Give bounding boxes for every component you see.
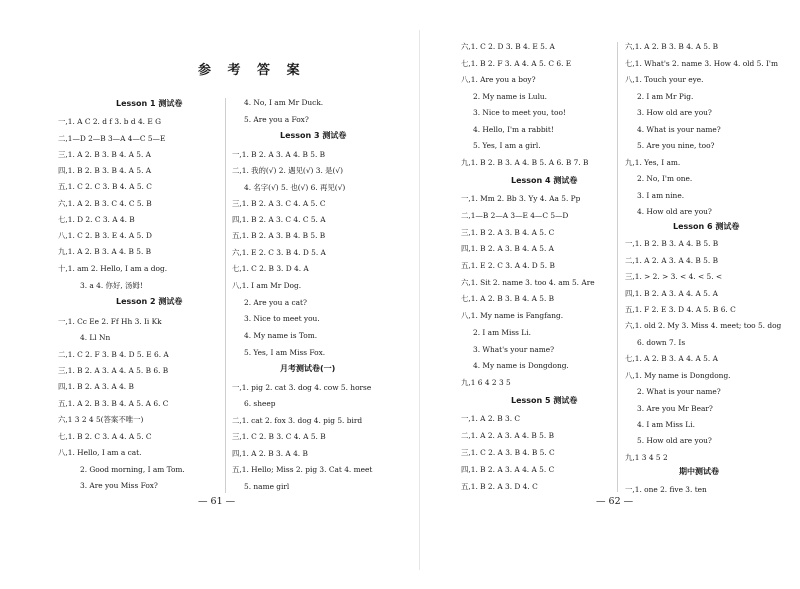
section-heading-midterm-test: 期中测试卷	[679, 467, 719, 476]
column-divider	[225, 98, 226, 493]
answer-line: 二,1. cat 2. fox 3. dog 4. pig 5. bird	[232, 416, 363, 425]
page-number-right: — 62 —	[596, 496, 634, 507]
answer-line: 六,1. A 2. B 3. C 4. C 5. B	[58, 199, 152, 208]
answer-line: 一,1. Mm 2. Bb 3. Yy 4. Aa 5. Pp	[461, 194, 581, 203]
answer-line: 二,1. 我的(√) 2. 遇见(√) 3. 是(√)	[232, 166, 344, 175]
answer-line: 4. 名字(√) 5. 也(√) 6. 再见(√)	[244, 183, 346, 192]
answer-line: 一,1. A 2. B 3. C	[461, 414, 521, 423]
answer-line: 七,1. C 2. B 3. D 4. A	[232, 264, 309, 273]
answer-line: 3. Nice to meet you, too!	[473, 108, 566, 117]
section-heading-lesson-4: Lesson 4 测试卷	[511, 176, 578, 185]
answer-line: 二,1—D 2—B 3—A 4—C 5—E	[58, 134, 166, 143]
answer-line: 四,1. B 2. B 3. B 4. A 5. A	[58, 166, 152, 175]
answer-line: 4. Hello, I'm a rabbit!	[473, 125, 554, 134]
answer-line: 一,1. one 2. five 3. ten	[625, 485, 707, 494]
answer-line: 七,1. A 2. B 3. A 4. A 5. A	[625, 354, 718, 363]
answer-line: 六,1 3 2 4 5(答案不唯一)	[58, 415, 144, 424]
answer-line: 一,1. B 2. B 3. A 4. B 5. B	[625, 239, 719, 248]
answer-line: 三,1. B 2. A 3. C 4. A 5. C	[232, 199, 326, 208]
answer-line: 三,1. C 2. A 3. B 4. B 5. C	[461, 448, 555, 457]
answer-line: 四,1. B 2. A 3. B 4. A 5. A	[461, 244, 555, 253]
answer-line: 三,1. B 2. A 3. B 4. A 5. C	[461, 228, 555, 237]
answer-line: 七,1. B 2. C 3. A 4. A 5. C	[58, 432, 152, 441]
answer-line: 九,1 6 4 2 3 5	[461, 378, 511, 387]
answer-line: 四,1. B 2. A 3. A 4. A 5. A	[625, 289, 718, 298]
answer-line: 九,1. Yes, I am.	[625, 158, 681, 167]
answer-line: 4. I am Miss Li.	[637, 420, 695, 429]
answer-line: 八,1. Are you a boy?	[461, 75, 536, 84]
answer-line: 4. My name is Dongdong.	[473, 361, 569, 370]
answer-line: 六,1. Sit 2. name 3. too 4. am 5. Are	[461, 278, 595, 287]
answer-line: 五,1. B 2. A 3. D 4. C	[461, 482, 538, 491]
answer-line: 2. Are you a cat?	[244, 298, 307, 307]
section-heading-lesson-5: Lesson 5 测试卷	[511, 396, 578, 405]
answer-line: 二,1. A 2. A 3. A 4. B 5. B	[625, 256, 719, 265]
answer-line: 2. My name is Lulu.	[473, 92, 548, 101]
answer-line: 四,1. B 2. A 3. C 4. C 5. A	[232, 215, 326, 224]
answer-line: 七,1. What's 2. name 3. How 4. old 5. I'm	[625, 59, 778, 68]
answer-line: 3. Nice to meet you.	[244, 314, 320, 323]
answer-line: 5. Yes, I am a girl.	[473, 141, 541, 150]
answer-line: 三,1. > 2. > 3. < 4. < 5. <	[625, 272, 723, 281]
answer-line: 5. How old are you?	[637, 436, 712, 445]
answer-line: 十,1. am 2. Hello, I am a dog.	[58, 264, 168, 273]
answer-line: 4. My name is Tom.	[244, 331, 318, 340]
answer-line: 二,1—B 2—A 3—E 4—C 5—D	[461, 211, 569, 220]
answer-line: 四,1. A 2. B 3. A 4. B	[232, 449, 308, 458]
answer-line: 六,1. E 2. C 3. B 4. D 5. A	[232, 248, 326, 257]
answer-line: 6. down 7. Is	[637, 338, 686, 347]
answer-line: 2. What is your name?	[637, 387, 721, 396]
answer-line: 五,1. A 2. B 3. B 4. A 5. A 6. C	[58, 399, 169, 408]
answer-line: 4. How old are you?	[637, 207, 712, 216]
answer-line: 5. name girl	[244, 482, 290, 491]
answer-line: 一,1. A C 2. d f 3. b d 4. E G	[58, 117, 162, 126]
column-divider	[617, 42, 618, 492]
answer-line: 八,1. C 2. B 3. E 4. A 5. D	[58, 231, 152, 240]
section-heading-monthly-test-1: 月考测试卷(一)	[280, 364, 336, 373]
answer-line: 2. I am Miss Li.	[473, 328, 531, 337]
answer-line: 四,1. B 2. A 3. A 4. B	[58, 382, 134, 391]
answer-line: 三,1. C 2. B 3. C 4. A 5. B	[232, 432, 326, 441]
answer-line: 3. What's your name?	[473, 345, 555, 354]
answer-line: 三,1. B 2. A 3. A 4. A 5. B 6. B	[58, 366, 169, 375]
page-title: 参 考 答 案	[198, 63, 306, 78]
answer-line: 五,1. E 2. C 3. A 4. D 5. B	[461, 261, 555, 270]
answer-line: 4. What is your name?	[637, 125, 721, 134]
section-heading-lesson-1: Lesson 1 测试卷	[116, 99, 183, 108]
answer-line: 五,1. Hello; Miss 2. pig 3. Cat 4. meet	[232, 465, 373, 474]
answer-line: 一,1. pig 2. cat 3. dog 4. cow 5. horse	[232, 383, 372, 392]
answer-line: 六,1. old 2. My 3. Miss 4. meet; too 5. dog	[625, 321, 782, 330]
section-heading-lesson-3: Lesson 3 测试卷	[280, 131, 347, 140]
answer-line: 六,1. C 2. D 3. B 4. E 5. A	[461, 42, 555, 51]
answer-line: 八,1. My name is Dongdong.	[625, 371, 731, 380]
answer-line: 6. sheep	[244, 399, 276, 408]
answer-line: 七,1. A 2. B 3. B 4. A 5. B	[461, 294, 555, 303]
answer-line: 5. Are you nine, too?	[637, 141, 715, 150]
answer-line: 六,1. A 2. B 3. B 4. A 5. B	[625, 42, 719, 51]
answer-line: 3. Are you Mr Bear?	[637, 404, 713, 413]
answer-line: 一,1. Cc Ee 2. Ff Hh 3. Ii Kk	[58, 317, 162, 326]
answer-line: 5. Yes, I am Miss Fox.	[244, 348, 326, 357]
answer-line: 二,1. A 2. A 3. A 4. B 5. B	[461, 431, 555, 440]
answer-line: 2. Good morning, I am Tom.	[80, 465, 185, 474]
answer-line: 3. a 4. 你好, 汤姆!	[80, 281, 143, 290]
answer-line: 二,1. C 2. F 3. B 4. D 5. E 6. A	[58, 350, 169, 359]
answer-line: 七,1. D 2. C 3. A 4. B	[58, 215, 135, 224]
answer-line: 5. Are you a Fox?	[244, 115, 309, 124]
answer-line: 4. No, I am Mr Duck.	[244, 98, 324, 107]
answer-line: 九,1. A 2. B 3. A 4. B 5. B	[58, 247, 152, 256]
answer-line: 3. I am nine.	[637, 191, 685, 200]
answer-line: 三,1. A 2. B 3. B 4. A 5. A	[58, 150, 152, 159]
answer-line: 八,1. I am Mr Dog.	[232, 281, 302, 290]
answer-line: 九,1 3 4 5 2	[625, 453, 668, 462]
answer-line: 四,1. B 2. A 3. A 4. A 5. C	[461, 465, 555, 474]
answer-line: 2. No, I'm one.	[637, 174, 693, 183]
answer-line: 五,1. C 2. C 3. B 4. A 5. C	[58, 182, 152, 191]
answer-line: 3. Are you Miss Fox?	[80, 481, 158, 490]
page-number-left: — 61 —	[198, 496, 236, 507]
answer-line: 八,1. My name is Fangfang.	[461, 311, 564, 320]
answer-line: 八,1. Touch your eye.	[625, 75, 704, 84]
page-gutter	[419, 30, 420, 570]
answer-line: 五,1. B 2. A 3. B 4. B 5. B	[232, 231, 326, 240]
section-heading-lesson-2: Lesson 2 测试卷	[116, 297, 183, 306]
answer-line: 七,1. B 2. F 3. A 4. A 5. C 6. E	[461, 59, 572, 68]
answer-line: 一,1. B 2. A 3. A 4. B 5. B	[232, 150, 326, 159]
section-heading-lesson-6: Lesson 6 测试卷	[673, 222, 740, 231]
answer-line: 九,1. B 2. B 3. A 4. B 5. A 6. B 7. B	[461, 158, 589, 167]
answer-line: 3. How old are you?	[637, 108, 712, 117]
answer-line: 八,1. Hello, I am a cat.	[58, 448, 142, 457]
answer-line: 五,1. F 2. E 3. D 4. A 5. B 6. C	[625, 305, 736, 314]
answer-line: 2. I am Mr Pig.	[637, 92, 694, 101]
answer-line: 4. Ll Nn	[80, 333, 111, 342]
